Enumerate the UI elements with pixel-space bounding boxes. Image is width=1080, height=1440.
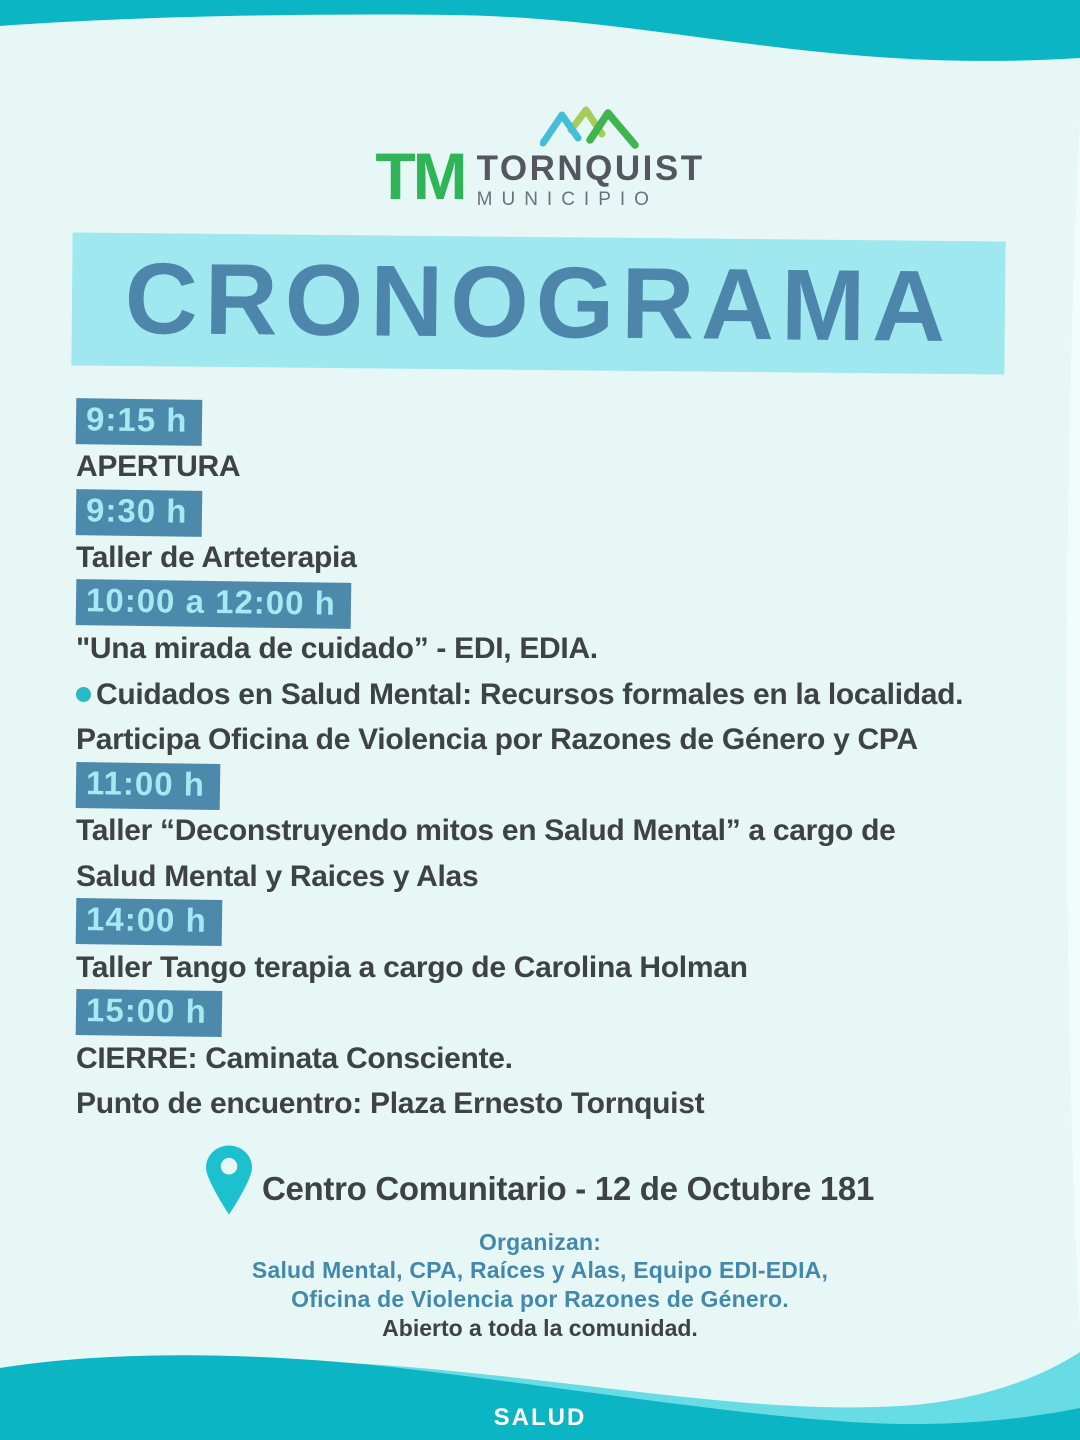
schedule-line: Cuidados en Salud Mental: Recursos formales en la localidad. xyxy=(96,677,964,711)
schedule-text-row xyxy=(76,854,1051,900)
organizers-heading: Organizan: xyxy=(478,1229,602,1255)
schedule-time-row xyxy=(76,991,1051,1037)
time-badge: 11:00 h xyxy=(76,762,221,810)
schedule-time-row xyxy=(76,763,1051,809)
map-pin-icon xyxy=(206,1145,252,1215)
schedule-text-row xyxy=(76,1036,1051,1082)
municipality-logo xyxy=(0,105,1080,211)
schedule-text-row xyxy=(76,809,1051,855)
schedule-line: APERTURA xyxy=(76,450,241,484)
open-community-note: Abierto a toda la comunidad. xyxy=(382,1314,698,1341)
title-band xyxy=(71,233,1005,375)
organizers-line-1: Salud Mental, CPA, Raíces y Alas, Equipo EDI-EDIA, xyxy=(251,1257,829,1284)
schedule-line: Taller Tango terapia a cargo de Carolina Holman xyxy=(76,950,748,984)
schedule-text-row xyxy=(76,945,1051,991)
time-badge: 10:00 a 12:00 h xyxy=(76,579,351,629)
time-badge: 9:30 h xyxy=(76,489,203,537)
page-title: CRONOGRAMA xyxy=(124,243,953,363)
schedule-line: Salud Mental y Raices y Alas xyxy=(76,859,479,893)
schedule-line: Taller “Deconstruyendo mitos en Salud Mental” a cargo de xyxy=(76,814,896,848)
logo-subtitle: MUNICIPIO xyxy=(476,189,658,210)
schedule-line: Punto de encuentro: Plaza Ernesto Tornquist xyxy=(76,1087,705,1121)
schedule-line: Taller de Arteterapia xyxy=(76,541,357,575)
schedule-line: CIERRE: Caminata Consciente. xyxy=(76,1041,513,1075)
schedule-line: Participa Oficina de Violencia por Razones de Género y CPA xyxy=(76,723,918,757)
mountains-icon xyxy=(540,105,640,149)
bullet-dot-icon xyxy=(76,687,91,702)
time-badge: 14:00 h xyxy=(76,898,222,946)
schedule-time-row xyxy=(76,399,1051,445)
time-badge: 15:00 h xyxy=(76,989,222,1037)
schedule-text-row xyxy=(76,718,1051,764)
schedule-text-row xyxy=(76,1082,1051,1128)
schedule-line: "Una mirada de cuidado” - EDI, EDIA. xyxy=(76,632,598,666)
location-row xyxy=(0,1145,1080,1215)
logo-name: TORNQUIST xyxy=(476,149,705,188)
time-badge: 9:15 h xyxy=(76,398,203,446)
footer-label: SALUD xyxy=(493,1404,587,1431)
schedule-time-row xyxy=(76,490,1051,536)
schedule-time-row xyxy=(76,581,1051,627)
top-wave-decoration xyxy=(0,0,1080,70)
location-text: Centro Comunitario - 12 de Octubre 181 xyxy=(261,1170,875,1207)
schedule-time-row xyxy=(76,900,1051,946)
schedule-list xyxy=(76,399,1051,1127)
schedule-text-row xyxy=(76,672,1051,718)
logo-monogram: TM xyxy=(375,139,465,213)
schedule-text-row xyxy=(76,627,1051,673)
organizers-line-2: Oficina de Violencia por Razones de Género. xyxy=(291,1285,789,1312)
schedule-text-row xyxy=(76,536,1051,582)
schedule-text-row xyxy=(76,445,1051,491)
